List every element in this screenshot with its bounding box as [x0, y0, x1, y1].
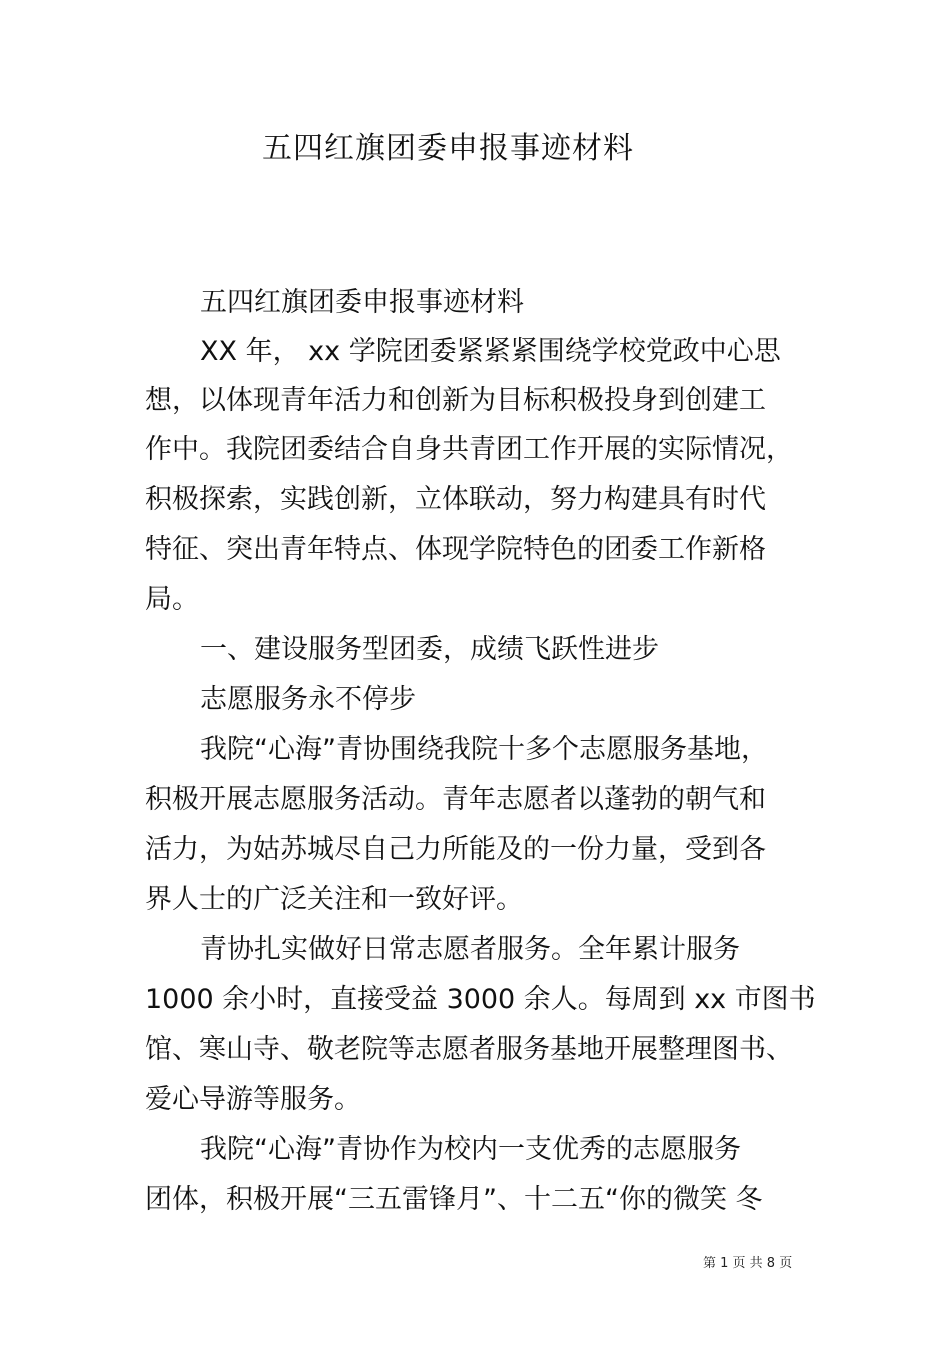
body-line: 作中。我院团委结合自身共青团工作开展的实际情况， [145, 434, 793, 465]
section-heading: 一、建设服务型团委，成绩飞跃性进步 [200, 634, 659, 665]
body-line: 积极探索，实践创新，立体联动，努力构建具有时代 [145, 484, 766, 515]
body-line: 青协扎实做好日常志愿者服务。全年累计服务 [200, 934, 740, 965]
body-line: 1000 余小时，直接受益 3000 余人。每周到 xx 市图书 [145, 984, 816, 1015]
body-line: 馆、寒山寺、敬老院等志愿者服务基地开展整理图书、 [145, 1034, 793, 1065]
body-line: 团体，积极开展“三五雷锋月”、十二五“你的微笑 冬 [145, 1184, 763, 1215]
body-line: XX 年， xx 学院团委紧紧紧围绕学校党政中心思 [200, 336, 781, 367]
body-line: 我院“心海”青协围绕我院十多个志愿服务基地， [200, 734, 768, 765]
body-line: 想，以体现青年活力和创新为目标积极投身到创建工 [145, 385, 766, 416]
page-number: 第 1 页 共 8 页 [703, 1256, 793, 1271]
body-line-heading: 五四红旗团委申报事迹材料 [200, 287, 524, 318]
subsection-heading: 志愿服务永不停步 [200, 684, 416, 715]
body-line: 积极开展志愿服务活动。青年志愿者以蓬勃的朝气和 [145, 784, 766, 815]
body-line: 特征、突出青年特点、体现学院特色的团委工作新格 [145, 534, 766, 565]
body-line: 界人士的广泛关注和一致好评。 [145, 884, 523, 915]
body-line: 爱心导游等服务。 [145, 1084, 361, 1115]
document-title: 五四红旗团委申报事迹材料 [262, 131, 634, 166]
body-line: 局。 [145, 584, 199, 615]
body-line: 活力，为姑苏城尽自己力所能及的一份力量，受到各 [145, 834, 766, 865]
body-line: 我院“心海”青协作为校内一支优秀的志愿服务 [200, 1134, 741, 1165]
